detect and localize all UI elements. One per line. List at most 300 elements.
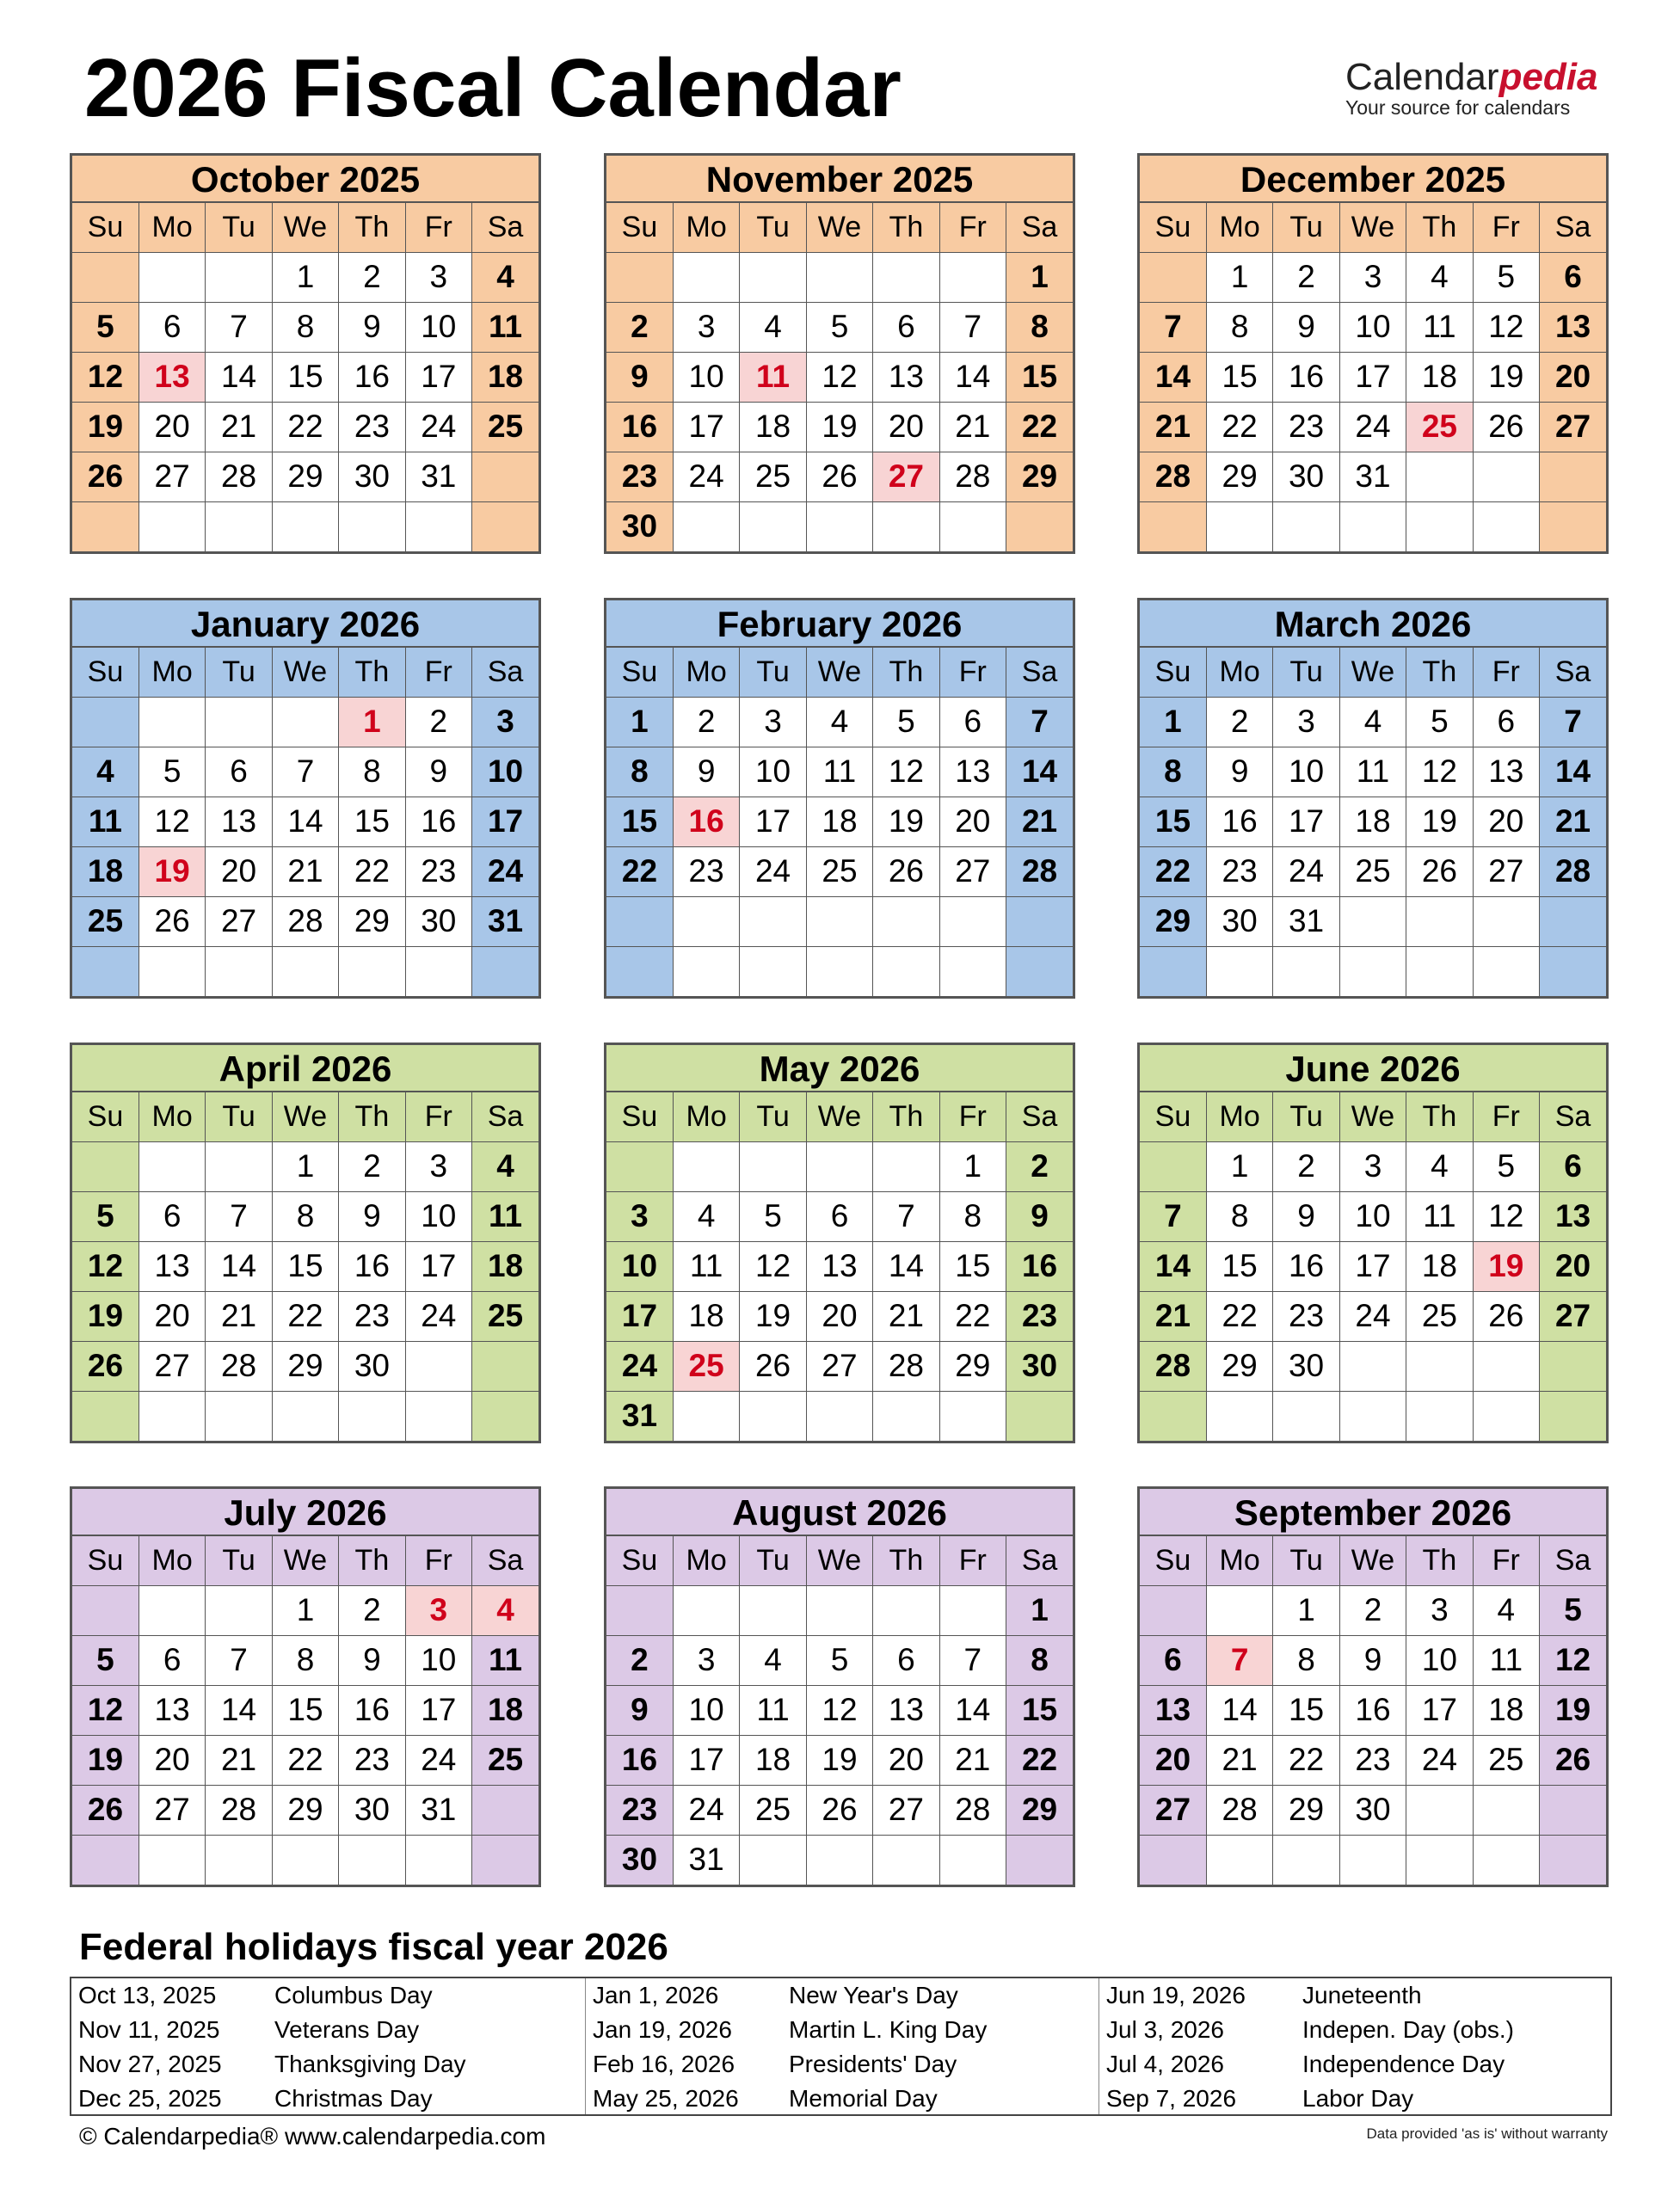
day-cell[interactable]: 13 xyxy=(939,747,1006,797)
day-cell[interactable]: 12 xyxy=(1406,747,1473,797)
day-cell[interactable]: 3 xyxy=(405,1141,471,1191)
day-cell[interactable]: 16 xyxy=(339,1241,405,1291)
day-cell[interactable]: 20 xyxy=(806,1291,872,1341)
day-cell[interactable]: 6 xyxy=(138,1635,205,1685)
day-cell[interactable]: 8 xyxy=(272,1191,338,1241)
day-cell[interactable]: 28 xyxy=(1540,846,1606,896)
day-cell[interactable]: 29 xyxy=(1006,452,1073,501)
day-cell[interactable]: 21 xyxy=(206,402,272,452)
day-cell[interactable]: 8 xyxy=(1140,747,1206,797)
day-cell[interactable]: 25 xyxy=(740,1785,806,1835)
day-cell[interactable]: 1 xyxy=(1206,252,1272,302)
day-cell[interactable]: 3 xyxy=(1406,1585,1473,1635)
day-cell[interactable]: 5 xyxy=(806,302,872,352)
day-cell[interactable]: 21 xyxy=(873,1291,939,1341)
day-cell[interactable]: 3 xyxy=(606,1191,673,1241)
day-cell[interactable]: 6 xyxy=(1140,1635,1206,1685)
day-cell[interactable]: 18 xyxy=(472,352,538,402)
day-cell[interactable]: 21 xyxy=(939,1735,1006,1785)
holiday-day-cell[interactable]: 27 xyxy=(873,452,939,501)
day-cell[interactable]: 23 xyxy=(1206,846,1272,896)
day-cell[interactable]: 21 xyxy=(206,1291,272,1341)
day-cell[interactable]: 8 xyxy=(339,747,405,797)
day-cell[interactable]: 5 xyxy=(740,1191,806,1241)
day-cell[interactable]: 2 xyxy=(673,697,739,747)
day-cell[interactable]: 24 xyxy=(405,1291,471,1341)
day-cell[interactable]: 20 xyxy=(138,1735,205,1785)
day-cell[interactable]: 22 xyxy=(339,846,405,896)
day-cell[interactable]: 5 xyxy=(873,697,939,747)
brand-logo[interactable] xyxy=(1345,57,1612,119)
day-cell[interactable]: 11 xyxy=(1406,1191,1473,1241)
day-cell[interactable]: 3 xyxy=(1339,1141,1406,1191)
holiday-day-cell[interactable]: 4 xyxy=(472,1585,538,1635)
day-cell[interactable]: 31 xyxy=(606,1391,673,1441)
day-cell[interactable]: 25 xyxy=(472,1291,538,1341)
day-cell[interactable]: 10 xyxy=(1406,1635,1473,1685)
day-cell[interactable]: 16 xyxy=(1006,1241,1073,1291)
day-cell[interactable]: 6 xyxy=(939,697,1006,747)
holiday-day-cell[interactable]: 16 xyxy=(673,797,739,846)
day-cell[interactable]: 27 xyxy=(1473,846,1539,896)
day-cell[interactable]: 15 xyxy=(939,1241,1006,1291)
day-cell[interactable]: 22 xyxy=(1273,1735,1339,1785)
day-cell[interactable]: 18 xyxy=(1406,352,1473,402)
day-cell[interactable]: 8 xyxy=(272,1635,338,1685)
day-cell[interactable]: 14 xyxy=(873,1241,939,1291)
day-cell[interactable]: 18 xyxy=(1406,1241,1473,1291)
day-cell[interactable]: 29 xyxy=(1206,1341,1272,1391)
day-cell[interactable]: 29 xyxy=(272,452,338,501)
day-cell[interactable]: 24 xyxy=(1273,846,1339,896)
day-cell[interactable]: 23 xyxy=(405,846,471,896)
day-cell[interactable]: 4 xyxy=(673,1191,739,1241)
day-cell[interactable]: 24 xyxy=(405,1735,471,1785)
day-cell[interactable]: 30 xyxy=(339,1341,405,1391)
day-cell[interactable]: 22 xyxy=(1206,402,1272,452)
day-cell[interactable]: 14 xyxy=(939,1685,1006,1735)
day-cell[interactable]: 10 xyxy=(1339,1191,1406,1241)
day-cell[interactable]: 8 xyxy=(1273,1635,1339,1685)
day-cell[interactable]: 12 xyxy=(806,1685,872,1735)
day-cell[interactable]: 4 xyxy=(1406,252,1473,302)
day-cell[interactable]: 29 xyxy=(272,1785,338,1835)
day-cell[interactable]: 30 xyxy=(339,452,405,501)
holiday-day-cell[interactable]: 25 xyxy=(1406,402,1473,452)
day-cell[interactable]: 15 xyxy=(1006,352,1073,402)
day-cell[interactable]: 22 xyxy=(272,1735,338,1785)
holiday-day-cell[interactable]: 7 xyxy=(1206,1635,1272,1685)
day-cell[interactable]: 12 xyxy=(72,352,138,402)
day-cell[interactable]: 28 xyxy=(206,1785,272,1835)
day-cell[interactable]: 1 xyxy=(939,1141,1006,1191)
day-cell[interactable]: 11 xyxy=(1406,302,1473,352)
day-cell[interactable]: 19 xyxy=(72,1291,138,1341)
day-cell[interactable]: 13 xyxy=(873,352,939,402)
day-cell[interactable]: 24 xyxy=(405,402,471,452)
day-cell[interactable]: 12 xyxy=(138,797,205,846)
day-cell[interactable]: 18 xyxy=(740,402,806,452)
day-cell[interactable]: 8 xyxy=(1006,1635,1073,1685)
day-cell[interactable]: 14 xyxy=(1140,352,1206,402)
day-cell[interactable]: 25 xyxy=(1406,1291,1473,1341)
day-cell[interactable]: 19 xyxy=(1473,352,1539,402)
day-cell[interactable]: 2 xyxy=(1273,1141,1339,1191)
day-cell[interactable]: 5 xyxy=(138,747,205,797)
day-cell[interactable]: 12 xyxy=(72,1685,138,1735)
day-cell[interactable]: 11 xyxy=(472,302,538,352)
day-cell[interactable]: 22 xyxy=(939,1291,1006,1341)
day-cell[interactable]: 27 xyxy=(939,846,1006,896)
day-cell[interactable]: 5 xyxy=(72,302,138,352)
day-cell[interactable]: 14 xyxy=(206,352,272,402)
day-cell[interactable]: 13 xyxy=(138,1685,205,1735)
day-cell[interactable]: 29 xyxy=(339,896,405,946)
day-cell[interactable]: 26 xyxy=(1406,846,1473,896)
day-cell[interactable]: 24 xyxy=(740,846,806,896)
day-cell[interactable]: 19 xyxy=(873,797,939,846)
day-cell[interactable]: 27 xyxy=(873,1785,939,1835)
day-cell[interactable]: 30 xyxy=(405,896,471,946)
day-cell[interactable]: 10 xyxy=(673,1685,739,1735)
day-cell[interactable]: 28 xyxy=(939,1785,1006,1835)
day-cell[interactable]: 4 xyxy=(72,747,138,797)
day-cell[interactable]: 2 xyxy=(606,1635,673,1685)
day-cell[interactable]: 18 xyxy=(472,1685,538,1735)
day-cell[interactable]: 25 xyxy=(72,896,138,946)
day-cell[interactable]: 4 xyxy=(740,1635,806,1685)
day-cell[interactable]: 31 xyxy=(1273,896,1339,946)
day-cell[interactable]: 11 xyxy=(72,797,138,846)
day-cell[interactable]: 3 xyxy=(472,697,538,747)
day-cell[interactable]: 5 xyxy=(1540,1585,1606,1635)
day-cell[interactable]: 6 xyxy=(1473,697,1539,747)
day-cell[interactable]: 1 xyxy=(272,1585,338,1635)
day-cell[interactable]: 19 xyxy=(740,1291,806,1341)
day-cell[interactable]: 17 xyxy=(1406,1685,1473,1735)
holiday-day-cell[interactable]: 25 xyxy=(673,1341,739,1391)
day-cell[interactable]: 27 xyxy=(138,452,205,501)
holiday-day-cell[interactable]: 13 xyxy=(138,352,205,402)
day-cell[interactable]: 31 xyxy=(405,452,471,501)
day-cell[interactable]: 9 xyxy=(1273,1191,1339,1241)
day-cell[interactable]: 10 xyxy=(1339,302,1406,352)
day-cell[interactable]: 22 xyxy=(1206,1291,1272,1341)
day-cell[interactable]: 28 xyxy=(272,896,338,946)
day-cell[interactable]: 24 xyxy=(1339,402,1406,452)
day-cell[interactable]: 5 xyxy=(1473,1141,1539,1191)
day-cell[interactable]: 9 xyxy=(1006,1191,1073,1241)
day-cell[interactable]: 14 xyxy=(206,1241,272,1291)
day-cell[interactable]: 22 xyxy=(272,1291,338,1341)
day-cell[interactable]: 20 xyxy=(1140,1735,1206,1785)
day-cell[interactable]: 13 xyxy=(1540,302,1606,352)
day-cell[interactable]: 30 xyxy=(606,501,673,551)
day-cell[interactable]: 22 xyxy=(1006,402,1073,452)
day-cell[interactable]: 14 xyxy=(939,352,1006,402)
day-cell[interactable]: 6 xyxy=(138,302,205,352)
holiday-day-cell[interactable]: 3 xyxy=(405,1585,471,1635)
day-cell[interactable]: 5 xyxy=(72,1635,138,1685)
day-cell[interactable]: 2 xyxy=(1273,252,1339,302)
day-cell[interactable]: 23 xyxy=(1273,1291,1339,1341)
day-cell[interactable]: 30 xyxy=(1273,1341,1339,1391)
day-cell[interactable]: 7 xyxy=(206,302,272,352)
day-cell[interactable]: 10 xyxy=(405,1191,471,1241)
day-cell[interactable]: 25 xyxy=(806,846,872,896)
day-cell[interactable]: 27 xyxy=(138,1341,205,1391)
day-cell[interactable]: 29 xyxy=(1140,896,1206,946)
day-cell[interactable]: 26 xyxy=(138,896,205,946)
day-cell[interactable]: 2 xyxy=(339,1141,405,1191)
day-cell[interactable]: 16 xyxy=(1273,352,1339,402)
holiday-day-cell[interactable]: 11 xyxy=(740,352,806,402)
day-cell[interactable]: 6 xyxy=(873,302,939,352)
day-cell[interactable]: 11 xyxy=(1473,1635,1539,1685)
day-cell[interactable]: 8 xyxy=(1006,302,1073,352)
day-cell[interactable]: 24 xyxy=(606,1341,673,1391)
day-cell[interactable]: 18 xyxy=(72,846,138,896)
day-cell[interactable]: 24 xyxy=(1339,1291,1406,1341)
day-cell[interactable]: 5 xyxy=(806,1635,872,1685)
holiday-day-cell[interactable]: 19 xyxy=(138,846,205,896)
day-cell[interactable]: 16 xyxy=(1206,797,1272,846)
day-cell[interactable]: 28 xyxy=(1140,452,1206,501)
day-cell[interactable]: 4 xyxy=(806,697,872,747)
day-cell[interactable]: 10 xyxy=(472,747,538,797)
day-cell[interactable]: 12 xyxy=(1473,1191,1539,1241)
day-cell[interactable]: 3 xyxy=(1273,697,1339,747)
day-cell[interactable]: 13 xyxy=(138,1241,205,1291)
day-cell[interactable]: 9 xyxy=(1273,302,1339,352)
day-cell[interactable]: 23 xyxy=(339,1735,405,1785)
day-cell[interactable]: 18 xyxy=(1473,1685,1539,1735)
day-cell[interactable]: 19 xyxy=(1540,1685,1606,1735)
day-cell[interactable]: 27 xyxy=(1540,402,1606,452)
day-cell[interactable]: 29 xyxy=(272,1341,338,1391)
day-cell[interactable]: 13 xyxy=(806,1241,872,1291)
day-cell[interactable]: 16 xyxy=(405,797,471,846)
day-cell[interactable]: 15 xyxy=(339,797,405,846)
day-cell[interactable]: 3 xyxy=(740,697,806,747)
day-cell[interactable]: 10 xyxy=(405,1635,471,1685)
day-cell[interactable]: 26 xyxy=(1540,1735,1606,1785)
day-cell[interactable]: 14 xyxy=(272,797,338,846)
day-cell[interactable]: 20 xyxy=(873,402,939,452)
day-cell[interactable]: 6 xyxy=(806,1191,872,1241)
day-cell[interactable]: 18 xyxy=(673,1291,739,1341)
day-cell[interactable]: 1 xyxy=(1140,697,1206,747)
day-cell[interactable]: 28 xyxy=(1140,1341,1206,1391)
day-cell[interactable]: 19 xyxy=(806,1735,872,1785)
day-cell[interactable]: 26 xyxy=(72,452,138,501)
day-cell[interactable]: 17 xyxy=(405,1685,471,1735)
day-cell[interactable]: 17 xyxy=(1339,1241,1406,1291)
day-cell[interactable]: 23 xyxy=(606,452,673,501)
day-cell[interactable]: 15 xyxy=(1140,797,1206,846)
day-cell[interactable]: 2 xyxy=(1206,697,1272,747)
day-cell[interactable]: 27 xyxy=(1540,1291,1606,1341)
day-cell[interactable]: 1 xyxy=(272,1141,338,1191)
day-cell[interactable]: 4 xyxy=(1339,697,1406,747)
day-cell[interactable]: 20 xyxy=(138,1291,205,1341)
day-cell[interactable]: 21 xyxy=(1006,797,1073,846)
day-cell[interactable]: 4 xyxy=(1473,1585,1539,1635)
day-cell[interactable]: 7 xyxy=(939,302,1006,352)
day-cell[interactable]: 18 xyxy=(472,1241,538,1291)
day-cell[interactable]: 12 xyxy=(806,352,872,402)
day-cell[interactable]: 20 xyxy=(138,402,205,452)
day-cell[interactable]: 17 xyxy=(1273,797,1339,846)
day-cell[interactable]: 25 xyxy=(472,402,538,452)
day-cell[interactable]: 7 xyxy=(272,747,338,797)
day-cell[interactable]: 25 xyxy=(740,452,806,501)
day-cell[interactable]: 30 xyxy=(1006,1341,1073,1391)
day-cell[interactable]: 22 xyxy=(272,402,338,452)
day-cell[interactable]: 16 xyxy=(606,402,673,452)
day-cell[interactable]: 17 xyxy=(1339,352,1406,402)
day-cell[interactable]: 21 xyxy=(1140,402,1206,452)
day-cell[interactable]: 31 xyxy=(1339,452,1406,501)
day-cell[interactable]: 17 xyxy=(405,352,471,402)
day-cell[interactable]: 6 xyxy=(206,747,272,797)
day-cell[interactable]: 2 xyxy=(339,1585,405,1635)
day-cell[interactable]: 17 xyxy=(472,797,538,846)
day-cell[interactable]: 26 xyxy=(873,846,939,896)
day-cell[interactable]: 18 xyxy=(740,1735,806,1785)
day-cell[interactable]: 25 xyxy=(1473,1735,1539,1785)
day-cell[interactable]: 20 xyxy=(206,846,272,896)
day-cell[interactable]: 4 xyxy=(1406,1141,1473,1191)
day-cell[interactable]: 17 xyxy=(740,797,806,846)
day-cell[interactable]: 10 xyxy=(606,1241,673,1291)
day-cell[interactable]: 15 xyxy=(272,352,338,402)
day-cell[interactable]: 16 xyxy=(339,1685,405,1735)
day-cell[interactable]: 8 xyxy=(1206,1191,1272,1241)
day-cell[interactable]: 7 xyxy=(206,1191,272,1241)
day-cell[interactable]: 15 xyxy=(1206,352,1272,402)
day-cell[interactable]: 4 xyxy=(472,1141,538,1191)
day-cell[interactable]: 12 xyxy=(1473,302,1539,352)
day-cell[interactable]: 28 xyxy=(873,1341,939,1391)
day-cell[interactable]: 27 xyxy=(138,1785,205,1835)
day-cell[interactable]: 16 xyxy=(606,1735,673,1785)
day-cell[interactable]: 19 xyxy=(72,402,138,452)
day-cell[interactable]: 2 xyxy=(606,302,673,352)
day-cell[interactable]: 1 xyxy=(1006,252,1073,302)
day-cell[interactable]: 10 xyxy=(673,352,739,402)
day-cell[interactable]: 9 xyxy=(606,1685,673,1735)
day-cell[interactable]: 10 xyxy=(405,302,471,352)
day-cell[interactable]: 20 xyxy=(1540,352,1606,402)
day-cell[interactable]: 28 xyxy=(939,452,1006,501)
day-cell[interactable]: 15 xyxy=(1273,1685,1339,1735)
day-cell[interactable]: 29 xyxy=(1273,1785,1339,1835)
day-cell[interactable]: 27 xyxy=(206,896,272,946)
day-cell[interactable]: 1 xyxy=(606,697,673,747)
day-cell[interactable]: 14 xyxy=(1206,1685,1272,1735)
day-cell[interactable]: 26 xyxy=(72,1785,138,1835)
day-cell[interactable]: 20 xyxy=(1473,797,1539,846)
day-cell[interactable]: 9 xyxy=(339,1635,405,1685)
day-cell[interactable]: 11 xyxy=(740,1685,806,1735)
day-cell[interactable]: 26 xyxy=(1473,1291,1539,1341)
day-cell[interactable]: 13 xyxy=(873,1685,939,1735)
day-cell[interactable]: 29 xyxy=(1206,452,1272,501)
day-cell[interactable]: 20 xyxy=(1540,1241,1606,1291)
day-cell[interactable]: 11 xyxy=(472,1635,538,1685)
day-cell[interactable]: 23 xyxy=(339,1291,405,1341)
day-cell[interactable]: 6 xyxy=(873,1635,939,1685)
day-cell[interactable]: 26 xyxy=(806,452,872,501)
day-cell[interactable]: 3 xyxy=(405,252,471,302)
day-cell[interactable]: 30 xyxy=(1273,452,1339,501)
day-cell[interactable]: 3 xyxy=(1339,252,1406,302)
holiday-day-cell[interactable]: 1 xyxy=(339,697,405,747)
day-cell[interactable]: 29 xyxy=(939,1341,1006,1391)
day-cell[interactable]: 14 xyxy=(1140,1241,1206,1291)
day-cell[interactable]: 4 xyxy=(472,252,538,302)
day-cell[interactable]: 16 xyxy=(1339,1685,1406,1735)
day-cell[interactable]: 30 xyxy=(339,1785,405,1835)
day-cell[interactable]: 11 xyxy=(673,1241,739,1291)
day-cell[interactable]: 11 xyxy=(806,747,872,797)
day-cell[interactable]: 25 xyxy=(1339,846,1406,896)
day-cell[interactable]: 10 xyxy=(1273,747,1339,797)
day-cell[interactable]: 23 xyxy=(1006,1291,1073,1341)
day-cell[interactable]: 23 xyxy=(339,402,405,452)
day-cell[interactable]: 19 xyxy=(1406,797,1473,846)
day-cell[interactable]: 7 xyxy=(1140,1191,1206,1241)
day-cell[interactable]: 23 xyxy=(1273,402,1339,452)
day-cell[interactable]: 1 xyxy=(1206,1141,1272,1191)
day-cell[interactable]: 22 xyxy=(606,846,673,896)
day-cell[interactable]: 21 xyxy=(1540,797,1606,846)
day-cell[interactable]: 28 xyxy=(206,1341,272,1391)
day-cell[interactable]: 8 xyxy=(1206,302,1272,352)
day-cell[interactable]: 7 xyxy=(873,1191,939,1241)
day-cell[interactable]: 15 xyxy=(1006,1685,1073,1735)
day-cell[interactable]: 8 xyxy=(939,1191,1006,1241)
day-cell[interactable]: 20 xyxy=(873,1735,939,1785)
day-cell[interactable]: 2 xyxy=(405,697,471,747)
day-cell[interactable]: 9 xyxy=(606,352,673,402)
day-cell[interactable]: 17 xyxy=(606,1291,673,1341)
holiday-day-cell[interactable]: 19 xyxy=(1473,1241,1539,1291)
day-cell[interactable]: 15 xyxy=(1206,1241,1272,1291)
day-cell[interactable]: 23 xyxy=(1339,1735,1406,1785)
day-cell[interactable]: 9 xyxy=(405,747,471,797)
day-cell[interactable]: 16 xyxy=(1273,1241,1339,1291)
day-cell[interactable]: 9 xyxy=(673,747,739,797)
day-cell[interactable]: 1 xyxy=(1273,1585,1339,1635)
day-cell[interactable]: 23 xyxy=(673,846,739,896)
day-cell[interactable]: 11 xyxy=(1339,747,1406,797)
day-cell[interactable]: 31 xyxy=(673,1835,739,1885)
day-cell[interactable]: 28 xyxy=(1206,1785,1272,1835)
day-cell[interactable]: 9 xyxy=(339,302,405,352)
day-cell[interactable]: 3 xyxy=(673,1635,739,1685)
day-cell[interactable]: 26 xyxy=(1473,402,1539,452)
day-cell[interactable]: 16 xyxy=(339,352,405,402)
day-cell[interactable]: 19 xyxy=(72,1735,138,1785)
day-cell[interactable]: 14 xyxy=(1006,747,1073,797)
day-cell[interactable]: 26 xyxy=(740,1341,806,1391)
day-cell[interactable]: 12 xyxy=(740,1241,806,1291)
day-cell[interactable]: 28 xyxy=(1006,846,1073,896)
day-cell[interactable]: 2 xyxy=(339,252,405,302)
day-cell[interactable]: 30 xyxy=(606,1835,673,1885)
